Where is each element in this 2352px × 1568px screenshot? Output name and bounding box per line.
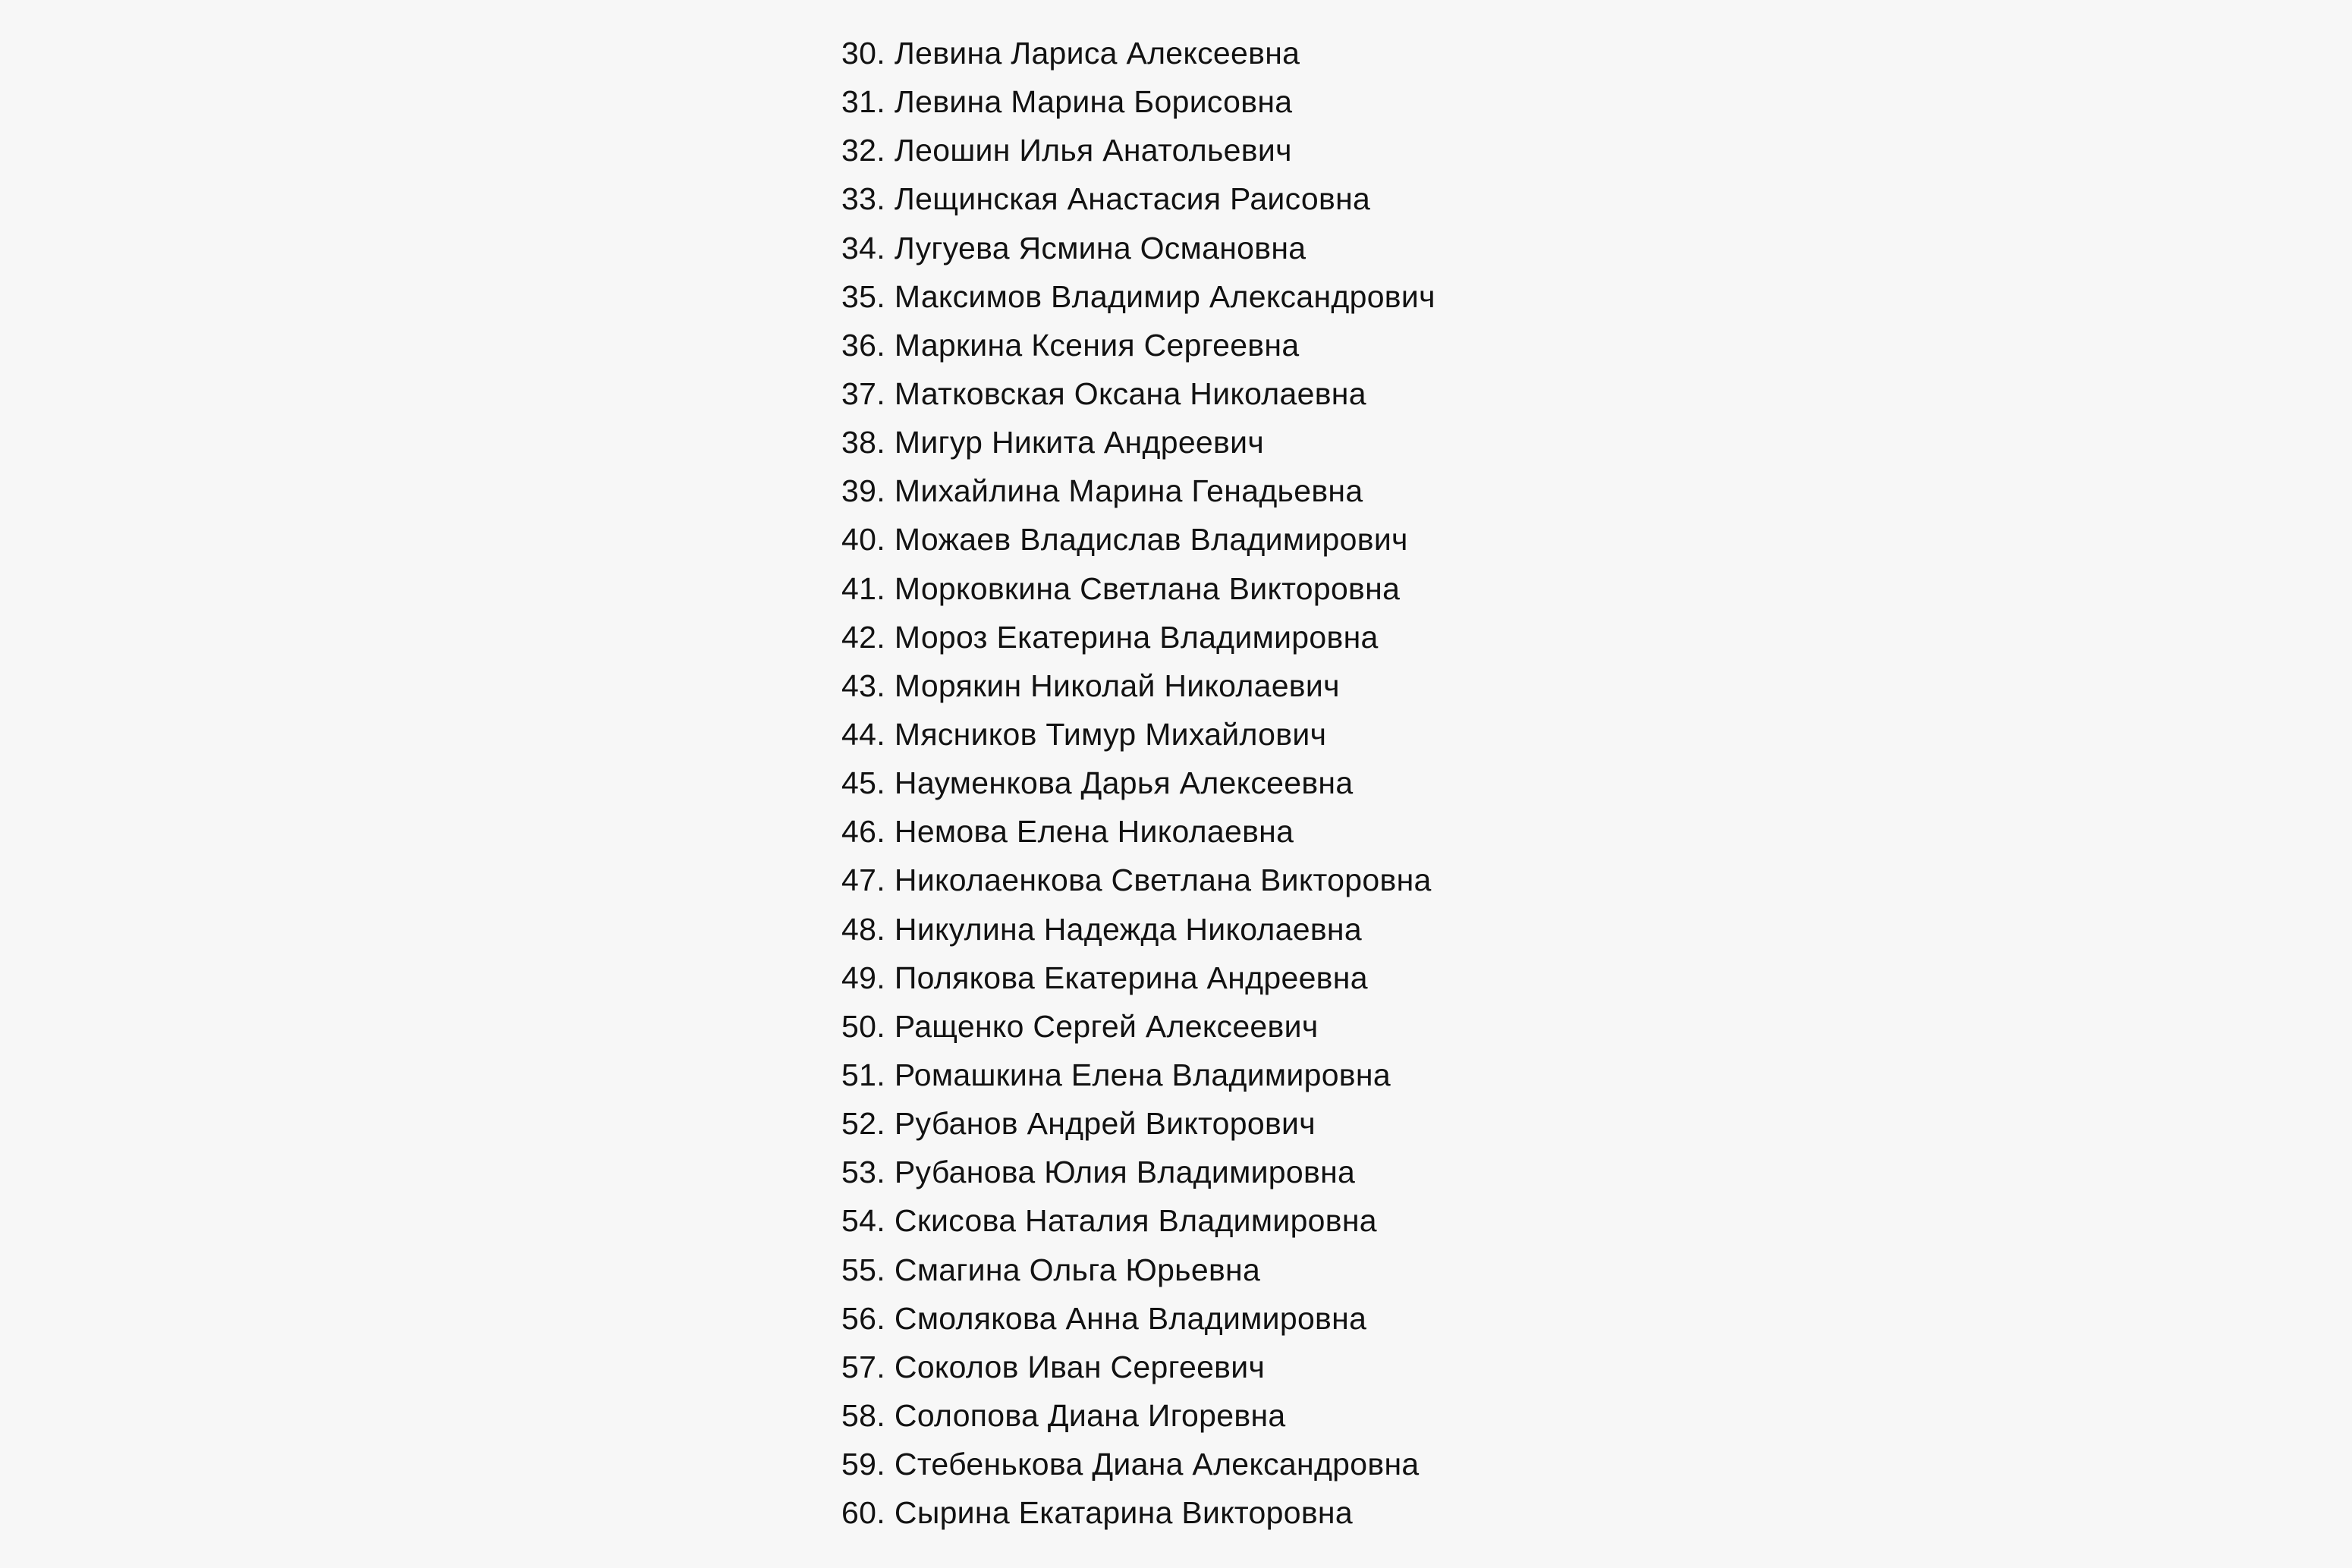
list-item [841, 661, 1676, 710]
item-number: 46. [841, 814, 885, 850]
item-number: 48. [841, 911, 885, 947]
item-number: 40. [841, 522, 885, 558]
list-item [841, 1196, 1676, 1245]
item-number: 44. [841, 716, 885, 752]
list-item [841, 515, 1676, 564]
item-number: 60. [841, 1495, 885, 1531]
item-name: Мясников Тимур Михайлович [894, 716, 1327, 752]
list-item [841, 418, 1676, 467]
name-list [841, 29, 1676, 1537]
item-name: Рубанов Андрей Викторович [894, 1106, 1316, 1142]
item-number: 30. [841, 36, 885, 71]
item-name: Рубанова Юлия Владимировна [894, 1155, 1356, 1190]
item-number: 39. [841, 473, 885, 509]
item-number: 59. [841, 1447, 885, 1482]
list-item [841, 1002, 1676, 1051]
item-number: 51. [841, 1057, 885, 1092]
item-number: 34. [841, 230, 885, 266]
item-name: Матковская Оксана Николаевна [894, 376, 1366, 411]
item-number: 45. [841, 765, 885, 801]
item-number: 33. [841, 181, 885, 217]
item-name: Мороз Екатерина Владимировна [894, 619, 1379, 655]
item-name: Левина Марина Борисовна [894, 84, 1293, 120]
list-item [841, 174, 1676, 223]
item-number: 50. [841, 1008, 885, 1044]
list-item [841, 126, 1676, 174]
item-number: 58. [841, 1397, 885, 1433]
item-number: 36. [841, 327, 885, 363]
item-number: 57. [841, 1349, 885, 1384]
item-name: Мигур Никита Андреевич [894, 425, 1264, 460]
item-name: Левина Лариса Алексеевна [894, 36, 1300, 71]
list-item [841, 321, 1676, 369]
item-number: 32. [841, 133, 885, 168]
item-name: Немова Елена Николаевна [894, 814, 1294, 850]
item-name: Никулина Надежда Николаевна [894, 911, 1362, 947]
item-name: Морковкина Светлана Викторовна [894, 570, 1401, 606]
list-item [841, 856, 1676, 904]
list-item [841, 1440, 1676, 1488]
item-number: 49. [841, 960, 885, 995]
list-item [841, 224, 1676, 272]
item-name: Михайлина Марина Генадьевна [894, 473, 1363, 509]
list-item [841, 1294, 1676, 1343]
item-name: Ромашкина Елена Владимировна [894, 1057, 1391, 1092]
list-item [841, 467, 1676, 515]
item-name: Можаев Владислав Владимирович [894, 522, 1408, 558]
item-name: Соколов Иван Сергеевич [894, 1349, 1266, 1384]
item-name: Николаенкова Светлана Викторовна [894, 863, 1432, 898]
list-item [841, 272, 1676, 321]
item-name: Скисова Наталия Владимировна [894, 1203, 1377, 1239]
item-name: Полякова Екатерина Андреевна [894, 960, 1368, 995]
item-number: 37. [841, 376, 885, 411]
item-number: 42. [841, 619, 885, 655]
item-name: Лугуева Ясмина Османовна [894, 230, 1306, 266]
list-item [841, 1246, 1676, 1294]
item-name: Ращенко Сергей Алексеевич [894, 1008, 1319, 1044]
list-item [841, 1148, 1676, 1196]
item-name: Максимов Владимир Александрович [894, 278, 1435, 314]
list-item [841, 1343, 1676, 1391]
list-item [841, 807, 1676, 856]
list-item [841, 759, 1676, 807]
item-number: 38. [841, 425, 885, 460]
item-number: 53. [841, 1155, 885, 1190]
list-item [841, 1099, 1676, 1148]
item-number: 31. [841, 84, 885, 120]
list-item [841, 1391, 1676, 1440]
item-number: 54. [841, 1203, 885, 1239]
list-item [841, 954, 1676, 1002]
list-item [841, 564, 1676, 613]
list-item [841, 905, 1676, 954]
item-name: Стебенькова Диана Александровна [894, 1447, 1420, 1482]
item-name: Солопова Диана Игоревна [894, 1397, 1286, 1433]
item-number: 35. [841, 278, 885, 314]
item-name: Морякин Николай Николаевич [894, 668, 1340, 703]
item-name: Сырина Екатарина Викторовна [894, 1495, 1353, 1531]
list-item [841, 613, 1676, 661]
item-name: Смолякова Анна Владимировна [894, 1300, 1367, 1336]
item-name: Науменкова Дарья Алексеевна [894, 765, 1354, 801]
list-item [841, 710, 1676, 759]
item-number: 55. [841, 1252, 885, 1287]
item-number: 43. [841, 668, 885, 703]
item-number: 52. [841, 1106, 885, 1142]
item-number: 41. [841, 570, 885, 606]
list-item [841, 369, 1676, 418]
list-item [841, 1051, 1676, 1099]
list-item [841, 77, 1676, 126]
item-number: 47. [841, 863, 885, 898]
item-name: Леошин Илья Анатольевич [894, 133, 1292, 168]
item-name: Лещинская Анастасия Раисовна [894, 181, 1371, 217]
list-item [841, 1488, 1676, 1537]
item-name: Смагина Ольга Юрьевна [894, 1252, 1261, 1287]
item-name: Маркина Ксения Сергеевна [894, 327, 1300, 363]
item-number: 56. [841, 1300, 885, 1336]
list-item [841, 29, 1676, 77]
